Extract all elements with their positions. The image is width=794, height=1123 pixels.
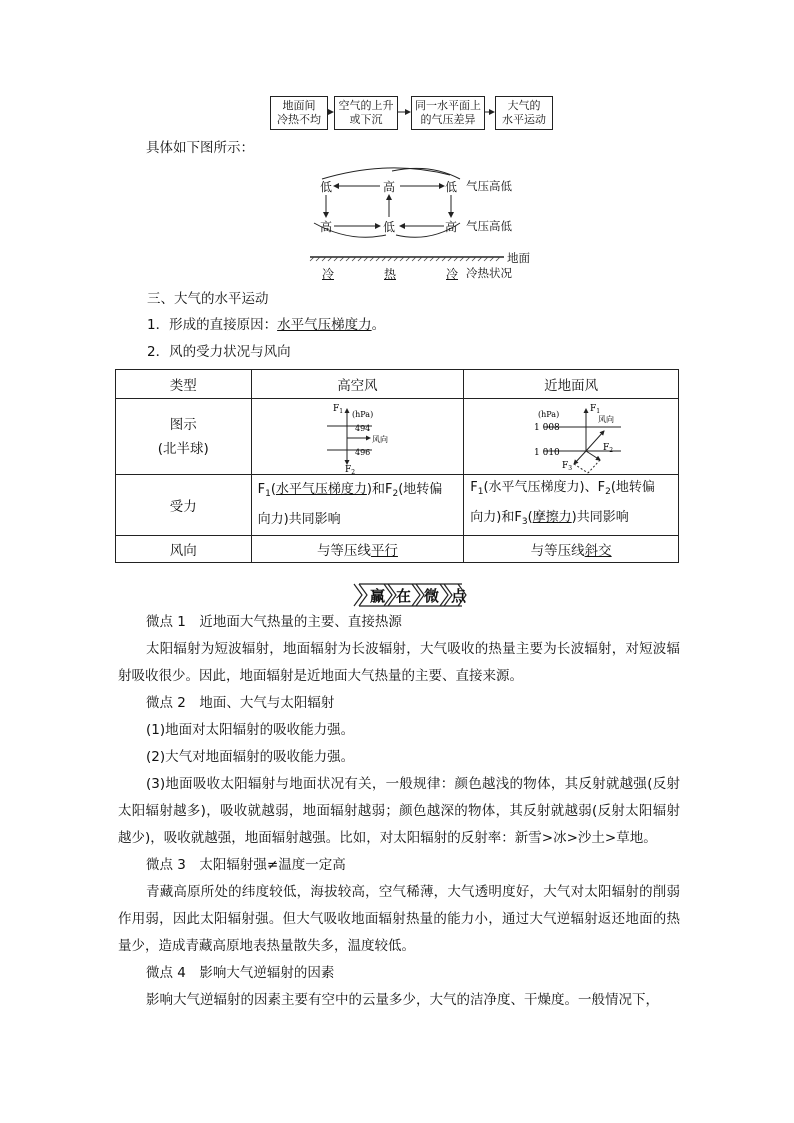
hf-f: 向力)共同影响 (257, 512, 341, 527)
surface-f2-letter: F (603, 442, 610, 453)
pressure-top-middle: 高 (383, 180, 396, 194)
flow-box-4-line1: 大气的 (507, 99, 541, 112)
point2-c: (3)地面吸收太阳辐射与地面状况有关，一般规律：颜色越浅的物体，其反射就越强(反射太阳辐射越多)，吸收就越弱，地面辐射越弱；颜色越深的物体，其反射就越弱(反射太阳辐射越少)，吸收就越强，地面辐射越强。比如，对太阳辐射的反射率：新雪>冰>沙土>草地。 (118, 776, 680, 846)
high-direction-cell (251, 536, 464, 563)
temp-left: 冷 (322, 267, 335, 281)
surface-f3-sub: 3 (568, 464, 573, 472)
point3-title: 微点 3 太阳辐射强≠温度一定高 (146, 857, 346, 873)
flow-box-3-line1: 同一水平面上 (415, 99, 481, 112)
surface-direction-cell (464, 536, 679, 563)
surface-wind-arrow (586, 431, 604, 451)
lf-g: )共同影响 (571, 510, 629, 525)
svg-text:F2 (345, 465, 355, 476)
section3-item1 (147, 315, 385, 335)
flow-box-1-line2: 冷热不均 (277, 113, 321, 126)
lf-f: 摩擦力 (532, 510, 572, 525)
hf-b: ( (270, 482, 276, 497)
diagram-label (116, 399, 252, 475)
high-dir-prefix: 与等压线 (316, 543, 371, 559)
lf-a-sub: 1 (477, 487, 484, 497)
high-wind-diagram-cell (251, 399, 464, 475)
pressure-bottom-left: 高 (320, 220, 333, 234)
surface-wind-diagram (506, 402, 636, 472)
table-header-row (116, 370, 679, 399)
high-iso1: 494 (355, 423, 371, 433)
point4-title: 微点 4 影响大气逆辐射的因素 (146, 965, 335, 981)
high-dir: 平行 (370, 543, 398, 559)
header-high-wind: 高空风 (251, 370, 464, 399)
intro-line: 具体如下图所示： (146, 140, 254, 156)
temp-right: 冷 (446, 267, 459, 281)
high-wind-diagram (302, 402, 412, 476)
item1-prefix: 1．形成的直接原因： (147, 317, 278, 333)
surface-wind-diagram-cell (464, 399, 679, 475)
pressure-bottom-right: 高 (445, 220, 458, 234)
point1-title: 微点 1 近地面大气热量的主要、直接热源 (146, 614, 402, 630)
surface-f1-letter: F (590, 403, 597, 414)
hf-d-sub: 2 (392, 489, 399, 499)
high-force-cell (251, 475, 464, 536)
high-f1-sub: 1 (339, 407, 344, 415)
hf-a: F (257, 482, 266, 497)
hf-a-sub: 1 (265, 489, 271, 499)
high-f2-letter: F (345, 464, 352, 475)
label-temperature: 冷热状况 (466, 266, 512, 280)
wind-table (115, 369, 679, 563)
header-type: 类型 (116, 370, 252, 399)
low-dir-prefix: 与等压线 (530, 543, 585, 559)
surface-f3-arrow (574, 451, 586, 464)
pressure-bottom-middle: 低 (383, 220, 396, 234)
point3-text: 青藏高原所处的纬度较低，海拔较高，空气稀薄，大气透明度好，大气对太阳辐射的削弱作用弱，因此太阳辐射强。但大气吸收地面辐射热量的能力小，通过大气逆辐射返还地面的热量少，造成青藏高原地表热量散失多，温度较低。 (118, 884, 680, 954)
banner-char-4: 点 (451, 587, 467, 605)
lf-b-sub: 2 (605, 487, 611, 497)
point1-text: 太阳辐射为短波辐射，地面辐射为长波辐射，大气吸收的热量主要为长波辐射，对短波辐射吸收很少。因此，地面辐射是近地面大气热量的主要、直接来源。 (118, 641, 680, 684)
svg-text:F3 (562, 461, 572, 472)
high-wind-label: 风向 (372, 434, 389, 444)
surface-f3-letter: F (562, 460, 569, 471)
points-body (118, 609, 680, 1014)
surface-f1-sub: 1 (596, 407, 601, 415)
label-pressure-top: 气压高低 (466, 179, 512, 193)
table-row-force (116, 475, 679, 536)
surface-wind-label: 风向 (598, 414, 615, 424)
high-unit: (hPa) (352, 409, 374, 419)
banner-char-2: 在 (396, 587, 412, 605)
banner-char-1: 赢 (370, 587, 386, 605)
lf-d: 向力)和F (470, 510, 522, 525)
surface-force-cell (464, 475, 679, 536)
lf-c: (地转偏 (610, 480, 655, 495)
svg-text:F1 (333, 404, 343, 415)
flow-arrows (0, 0, 794, 140)
hf-c: 水平气压梯度力 (275, 482, 367, 497)
point2-b: (2)大气对地面辐射的吸收能力强。 (146, 749, 355, 765)
section3-heading: 三、大气的水平运动 (147, 291, 269, 307)
item1-answer: 水平气压梯度力 (277, 317, 372, 333)
diagram-label-line1: 图示 (169, 416, 197, 433)
lf-a: F (470, 480, 478, 495)
point2-a: (1)地面对太阳辐射的吸收能力强。 (146, 722, 355, 738)
direction-label: 风向 (116, 536, 252, 563)
pressure-top-left: 低 (320, 180, 333, 194)
lf-b: (水平气压梯度力)、F (483, 480, 606, 495)
surface-f2-sub: 2 (609, 446, 614, 454)
high-f1-letter: F (333, 403, 340, 414)
label-ground: 地面 (507, 251, 530, 265)
lf-d-sub: 3 (521, 517, 528, 527)
hf-e: (地转偏 (398, 482, 443, 497)
header-surface-wind: 近地面风 (464, 370, 679, 399)
point2-title: 微点 2 地面、大气与太阳辐射 (146, 695, 335, 711)
surface-f2-arrow (586, 451, 600, 460)
label-pressure-bottom: 气压高低 (466, 219, 512, 233)
flow-box-2-line2: 或下沉 (349, 113, 383, 126)
hf-d: )和F (366, 482, 393, 497)
table-row-diagram (116, 399, 679, 475)
item1-suffix: 。 (371, 317, 386, 333)
surface-unit: (hPa) (538, 409, 560, 419)
svg-text:F1 (590, 404, 600, 415)
surface-iso2: 1 010 (534, 447, 560, 458)
dashed-1 (574, 464, 588, 473)
pressure-top-right: 低 (445, 180, 458, 194)
surface-iso1: 1 008 (534, 422, 560, 433)
flow-box-2-line1: 空气的上升 (338, 99, 394, 112)
dashed-2 (588, 460, 600, 473)
section3-item2: 2．风的受力状况与风向 (147, 344, 291, 360)
temp-middle: 热 (384, 267, 397, 281)
high-iso2: 496 (355, 447, 371, 457)
table-row-direction (116, 536, 679, 563)
low-dir: 斜交 (584, 543, 612, 559)
flow-box-4-line2: 水平运动 (502, 113, 546, 126)
point4-text: 影响大气逆辐射的因素主要有空中的云量多少，大气的洁净度、干燥度。一般情况下， (146, 992, 659, 1008)
lf-e: ( (527, 510, 533, 525)
diagram-label-line2: (北半球) (157, 440, 209, 457)
svg-text:F2 (603, 443, 613, 454)
high-f2-sub: 2 (351, 468, 356, 476)
flow-box-1-line1: 地面间 (282, 99, 316, 112)
force-label: 受力 (116, 475, 252, 536)
flow-box-3-line2: 的气压差异 (420, 113, 476, 126)
banner-char-3: 微 (424, 587, 440, 605)
